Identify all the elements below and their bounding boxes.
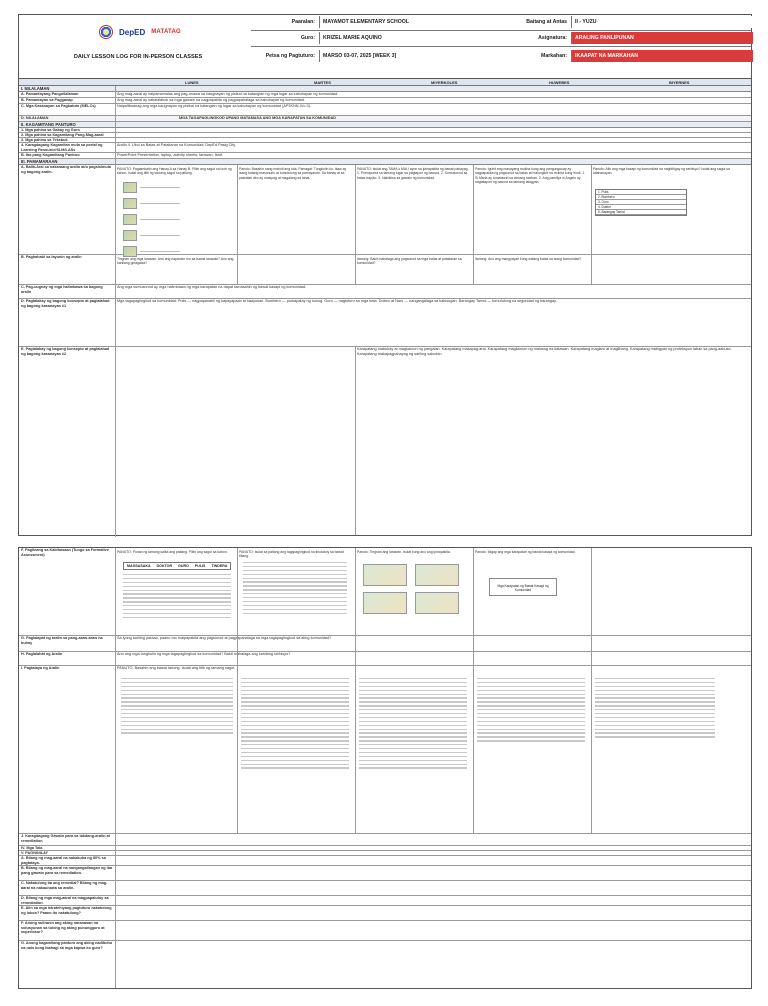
row-pagtalakay-2 [19,347,751,535]
word-choice: DOKTOR [156,564,173,568]
matching-pictures [123,181,180,258]
word-choice: TINDERA [211,564,228,568]
answer-lines [243,562,347,616]
quarter-value: IKAAPAT NA MARKAHAN [571,50,753,62]
section-nilalaman: I. NILALAMAN [19,86,751,92]
picture-icon [123,230,137,241]
day-monday: LUNES [185,80,199,85]
word-box [123,562,231,570]
section-kagamitan: II. KAGAMITANG PANTURO [19,122,751,128]
section-pamamaraan: III. PAMAMARAAN [19,159,751,165]
row-text: Ang mag-aaral ay nakalalahok sa mga gawain na nagpapakita ng pagpapahalaga sa kabuhayan ng komunidad. [117,98,306,102]
day-friday: BIYERNES [669,80,690,85]
row-pagtalakay-1 [19,299,751,347]
row-text: PowerPoint Presentation, laptop, activity sheets, larawan, tsart. [117,153,224,157]
row-label: 3. Mga pahina sa Teksbuk [21,138,68,142]
row-paglalapat [19,636,751,652]
table-row: 1. Pulis [596,190,686,195]
rights-diagram: Mga Karapatan ng Bawat Kasapi ng Komunidad [489,578,557,596]
wednesday-balik-aral: PANUTO: Isulat ang TAMA o MALI ayon sa ipinapakita ng bawat pahayag. 1. Pumupunta sa tamang lugar sa pagtapon ng basura. 2. Sumusunod sa batas trapiko. 3. Nakikiisa sa gawain ng komunidad. [357,167,469,180]
date-value: MARSO 03-07, 2025 [WEEK 3] [319,50,489,62]
row-karagdagang-gawain [19,834,751,846]
logos [99,25,181,39]
quiz-lines-monday [121,678,233,736]
row-label: C. Nakatulong ba ang remedial? Bilang ng mag-aaral na nakaunawa sa aralin. [21,881,108,890]
row-text: Ang mag-aaral ay naipamamalas ang pag-unawa sa kaugnayan ng pisikal na katangian ng mga lugar sa kabuhayan ng komunidad. [117,92,339,96]
row-label: D. Pagtalakay ng bagong konsepto at paglalahad ng bagong kasanayan #1 [21,299,110,308]
table-row: 5. Barangay Tanod [596,210,686,215]
thursday-kabihasaan: Panuto: Ibigay ang mga karapatan ng bawat kasapi ng komunidad. [475,550,576,554]
row-text: MGA TAGAPAGLINGKOD UPANG MATAMASA ANG MGA KARAPATAN SA KOMUNIDAD [179,116,336,120]
thursday-paghahabi: Itanong: Ano ang mangyayari kung walang batas sa isang komunidad? [475,257,582,261]
row-label: A. Balik-Aral sa nakaraang aralin at/o pagsisimula ng bagong aralin. [21,165,111,174]
row-kasanayan [19,104,751,116]
quiz-lines-thursday [477,678,585,744]
monday-kabihasaan: PANUTO: Punan ng tamang salita ang patlang. Piliin ang sagot sa kahon. [117,550,228,554]
friday-services-table [595,189,687,216]
row-label: 4. Karagdagang Kagamitan mula sa portal ng Learning Resource/SLM/LASs [21,143,103,152]
row-label: A. Bilang ng mag-aaral na nakakuha ng 80% sa pagtataya. [21,856,106,865]
row-label: 2. Mga pahina sa Kagamitang Pang-Mag-aaral [21,133,104,137]
tuesday-kabihasaan: PANUTO: Isulat sa patlang ang tagapaglingkod na tinutukoy sa bawat bilang. [239,550,344,559]
row-label: B. Paghahabi sa layunin ng aralin [21,255,82,259]
day-thursday: HUWEBES [549,80,570,85]
row-label: B. Iba pang Kagamitang Panturo [21,153,80,157]
row-label: H. Paglalahat ng Aralin [21,652,63,656]
day-tuesday: MARTES [314,80,331,85]
row-label: A. Pamantayang Pangnilalaman [21,92,79,96]
wednesday-paghahabi: Itanong: Bakit mahalaga ang pagsunod sa mga batas at patakaran sa komunidad? [357,257,462,266]
row-text: Ang mga sumusunod ay mga halimbawa ng mga karapatan na dapat tamasahin ng bawat kasapi ng komunidad. [117,285,307,289]
quiz-lines-friday [595,678,715,740]
row-reflection-a [19,856,751,866]
picture-icon [415,564,459,586]
row-label: G. Anong kagamitang panturo ang aking nadibuho na nais kong ibahagi sa mga kapwa ko guro? [21,941,113,950]
row-pag-uugnay [19,285,751,299]
row-label: V. PAGNINILAY [21,851,49,855]
wednesday-kabihasaan: Panuto: Tingnan ang larawan. Isulat kung ano ang ipinapakita. [357,550,451,554]
table-row: 3. Guro [596,200,686,205]
row-text: PANUTO: Basahin ang bawat tanong. Isulat ang titik ng tamang sagot. [117,666,236,670]
row-text: Ano ang mga tungkulin ng mga tagapaglingkod sa komunidad? Bakit mahalaga ang kanilang serbisyo? [117,652,291,656]
row-label: F. Paglinang sa Kabihasaan (Tungo sa Formative Assessment) [21,548,109,557]
date-label: Petsa ng Pagtuturo: [265,53,315,59]
row-label: B. Bilang ng mag-aaral na nangangailangan ng iba pang gawain para sa remediation. [21,866,113,875]
picture-icon [123,214,137,225]
row-text: Karapatang mabuhay at magkaroon ng pangalan. Karapatang makapag-aral. Karapatang magkaroon ng malusog na katawan. Karapatang maglaro at maglibang. Karapatang mabigyan ng proteksyon laban sa pang-aabuso. Karapatang makapagpahayag ng sariling saloobin. [357,347,732,356]
lesson-log-sheet-1 [18,14,752,536]
row-text: Sa iyong sariling paraan, paano mo maipapakita ang pagsunod at pagpapahalaga sa mga tagapaglingkod sa ating komunidad? [117,636,332,640]
deped-seal-icon [99,25,113,39]
day-header-row [19,79,751,86]
day-wednesday: MIYERKOLES [431,80,458,85]
word-choice: PULIS [194,564,206,568]
row-label: IV. Mga Tala [21,846,43,850]
lesson-log-header [19,15,751,79]
row-label: B. Pamantayan sa Pagganap [21,98,73,102]
row-label: C. Pag-uugnay ng mga halimbawa sa bagong aralin [21,285,103,294]
row-text: Mga tagapaglingkod sa komunidad: Pulis — nagpapanatili ng kapayapaan at kaayusan. Bumbero — pumapatay ng sunog. Guro — nagtuturo sa mga bata. Doktor at Nars — nangangalaga sa kalusugan. Barangay Tanod — tumutulong sa seguridad ng barangay. [117,299,557,303]
lesson-log-sheet-2 [18,547,752,989]
deped-logo: DepED [119,27,146,37]
table-row: 2. Bumbero [596,195,686,200]
answer-lines [123,574,231,621]
monday-balik-aral: PANUTO: Pagtambalin ang Hanay A sa Hanay B. Piliin ang sagot sa loob ng kahon. Isulat ang titik ng tamang sagot sa patlang. [117,167,232,176]
table-row: 4. Doktor [596,205,686,210]
row-label: C. Mga Kasanayan sa Pagkatuto (MELCs) [21,104,96,108]
subject-label: Asignatura: [538,35,567,41]
row-label: D. Bilang ng mga mag-aaral na magpapatuloy sa remediation. [21,896,109,905]
matatag-logo: MATATAG [151,29,181,35]
subject-value: ARALING PANLIPUNAN [571,32,753,44]
row-label: D. NILALAMAN [21,116,49,120]
row-reflection-g [19,941,751,961]
picture-icon [415,592,459,614]
school-label: Paaralan: [291,19,315,25]
row-label: I. Pagtataya ng Aralin [21,666,60,670]
row-reflection-e [19,906,751,921]
tuesday-balik-aral: Panuto: Basahin nang mabuti ang tula. Pamagat: Tungkulin ko. Ikaw ay isang batang masunurin at tumutulong sa pamayanan. Sa bahay at sa paaralan ako ay masipag at magalang sa lahat. [239,167,347,180]
school-value: MAYAMOT ELEMENTARY SCHOOL [319,16,489,28]
document-title: DAILY LESSON LOG FOR IN-PERSON CLASSES [73,54,203,60]
row-text: Aralin 4. Ukol sa Batas at Patakaran sa Komunidad; DepEd Pasig City. [117,143,236,147]
grade-value: II - YUZU [571,16,753,28]
monday-paghahabi: Tingnan ang mga larawan. Ano ang napansin mo sa bawat larawan? Ano ang kanilang ginagawa? [117,257,234,266]
picture-icon [123,198,137,209]
row-label: E. Pagtalakay ng bagong konsepto at paglalahad ng bagong kasanayan #2 [21,347,110,356]
teacher-value: KRIZEL MARIE AQUINO [319,32,489,44]
row-reflection-d [19,896,751,906]
row-label: F. Anong suliranin ang aking naranasan na solusyunan sa tulong ng aking punungguro at superbisor? [21,921,105,935]
row-label: 1. Mga pahina sa Gabay ng Guro [21,128,80,132]
row-paglalahat [19,652,751,666]
row-text: Naipaliliwanag ang mga kaugnayan ng pisikal na katangian ng lugar sa kabuhayan ng komunidad (AP2KNN-IVc-3). [117,104,311,108]
word-choice: MAGSASAKA [127,564,151,568]
thursday-balik-aral: Panuto: Iguhit ang masayang mukha kung ang pangungusap ay nagpapakita ng pagsunod sa batas at malungkot na mukha kung hindi. 1. Si Maria ay tumatawid sa tamang tawiran. 2. Ang pamilya ni Angelo ay nagtatapon ng basura sa tamang lalagyan. [475,167,586,184]
picture-icon [363,564,407,586]
picture-icon [363,592,407,614]
teacher-label: Guro: [300,35,315,41]
word-choice: GURO [178,564,189,568]
row-reflection-b [19,866,751,881]
friday-balik-aral: Panuto: Alin ang mga kasapi ng komunidad na nagbibigay ng serbisyo? Isulat ang sagot sa talahanayan. [593,167,730,176]
row-reflection-f [19,921,751,941]
quarter-label: Markahan: [541,53,567,59]
row-material-4 [19,143,751,153]
row-label: E. Alin sa mga istratehiyang pagtuturo nakatulong ng lubos? Paano ito nakatulong? [21,906,112,915]
quiz-lines-tuesday [241,678,349,771]
picture-icon [123,182,137,193]
row-reflection-c [19,881,751,896]
grade-label: Baitang at Antas [526,19,567,25]
row-label: G. Paglalapat ng aralin sa pang-araw-araw na buhay [21,636,103,645]
row-label: J. Karagdagang Gawain para sa takdang-aralin at remediation [21,834,110,843]
quiz-lines-wednesday [359,678,467,771]
